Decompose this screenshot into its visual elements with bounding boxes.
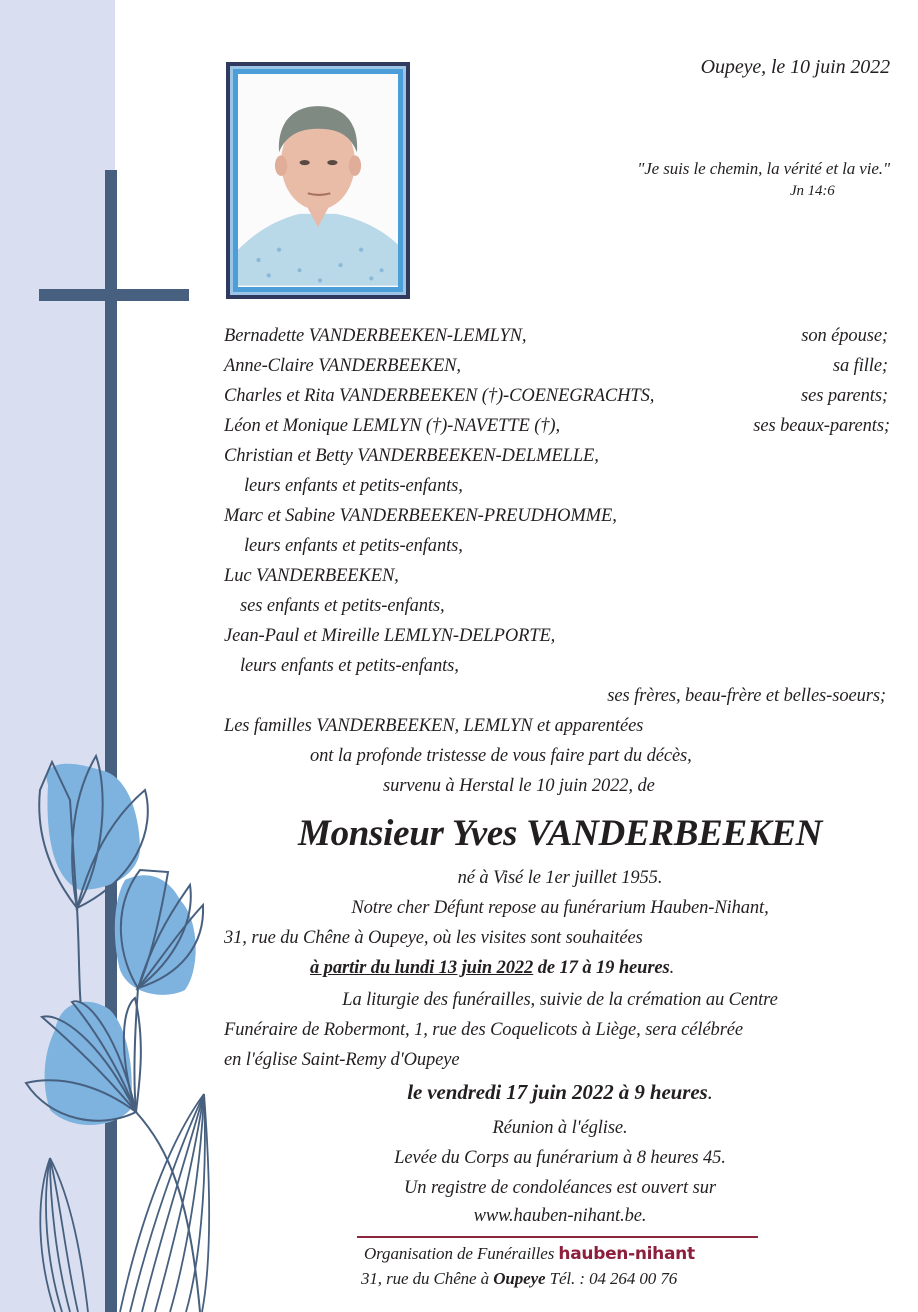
family-name: Jean-Paul et Mireille LEMLYN-DELPORTE, <box>224 626 556 646</box>
ceremony-line: La liturgie des funérailles, suivie de la crémation au Centre <box>342 990 778 1010</box>
cross-icon <box>39 170 189 1312</box>
family-name: Léon et Monique LEMLYN (†)-NAVETTE (†), <box>224 416 561 436</box>
levee-info: Levée du Corps au funérarium à 8 heures 45. <box>394 1148 726 1168</box>
visit-line: 31, rue du Chêne à Oupeye, où les visites sont souhaitées <box>224 928 643 948</box>
family-descendants: leurs enfants et petits-enfants, <box>244 536 463 556</box>
birth-info: né à Visé le 1er juillet 1955. <box>457 868 663 888</box>
family-name: Anne-Claire VANDERBEEKEN, <box>224 356 461 376</box>
family-descendants: ses enfants et petits-enfants, <box>240 596 445 616</box>
place-date: Oupeye, le 10 juin 2022 <box>700 56 890 78</box>
footer-address: 31, rue du Chêne à Oupeye Tél. : 04 264 00 76 <box>361 1269 678 1288</box>
family-relation: son épouse; <box>801 326 888 346</box>
footer-organisation: Organisation de Funérailles hauben-nihant <box>364 1244 695 1264</box>
decoration-cross-and-flowers <box>0 0 230 1312</box>
family-relation: sa fille; <box>832 356 888 376</box>
visit-line: Notre cher Défunt repose au funérarium Hauben-Nihant, <box>351 898 769 918</box>
family-name: Charles et Rita VANDERBEEKEN (†)-COENEGRACHTS, <box>224 386 655 406</box>
bible-quote-reference: Jn 14:6 <box>790 183 835 199</box>
family-name: Les familles VANDERBEEKEN, LEMLYN et apparentées <box>224 716 644 736</box>
meeting-info: Réunion à l'église. <box>492 1118 628 1138</box>
register-info: Un registre de condoléances est ouvert sur <box>404 1178 716 1198</box>
website-link[interactable]: www.hauben-nihant.be. <box>473 1206 647 1226</box>
visit-hours: de 17 à 19 heures <box>533 958 670 978</box>
ceremony-line: en l'église Saint-Remy d'Oupeye <box>224 1050 460 1070</box>
visit-schedule: à partir du lundi 13 juin 2022 de 17 à 19 heures. <box>310 958 675 978</box>
family-name: Christian et Betty VANDERBEEKEN-DELMELLE, <box>224 446 599 466</box>
family-name: Marc et Sabine VANDERBEEKEN-PREUDHOMME, <box>224 506 617 526</box>
family-name: Bernadette VANDERBEEKEN-LEMLYN, <box>224 326 527 346</box>
family-relation: ses frères, beau-frère et belles-soeurs; <box>607 686 886 706</box>
deceased-name: Monsieur Yves VANDERBEEKEN <box>297 813 823 854</box>
announcement-line: survenu à Herstal le 10 juin 2022, de <box>383 776 655 796</box>
family-relation: ses beaux-parents; <box>753 416 890 436</box>
portrait-photo <box>238 74 398 287</box>
family-relation: ses parents; <box>800 386 888 406</box>
brand-logo: hauben-nihant <box>558 1244 695 1264</box>
ceremony-line: Funéraire de Robermont, 1, rue des Coquelicots à Liège, sera célébrée <box>224 1020 744 1040</box>
visit-date: à partir du lundi 13 juin 2022 <box>310 958 534 978</box>
portrait-icon <box>238 74 398 287</box>
ceremony-date: le vendredi 17 juin 2022 à 9 heures. <box>407 1080 713 1104</box>
family-name: Luc VANDERBEEKEN, <box>224 566 399 586</box>
family-descendants: leurs enfants et petits-enfants, <box>240 656 459 676</box>
family-descendants: leurs enfants et petits-enfants, <box>244 476 463 496</box>
announcement-line: ont la profonde tristesse de vous faire part du décès, <box>310 746 692 766</box>
footer-divider <box>357 1236 758 1238</box>
portrait-frame <box>226 62 410 299</box>
leaf-left-icon <box>40 1158 88 1312</box>
bible-quote: "Je suis le chemin, la vérité et la vie." <box>637 159 890 178</box>
